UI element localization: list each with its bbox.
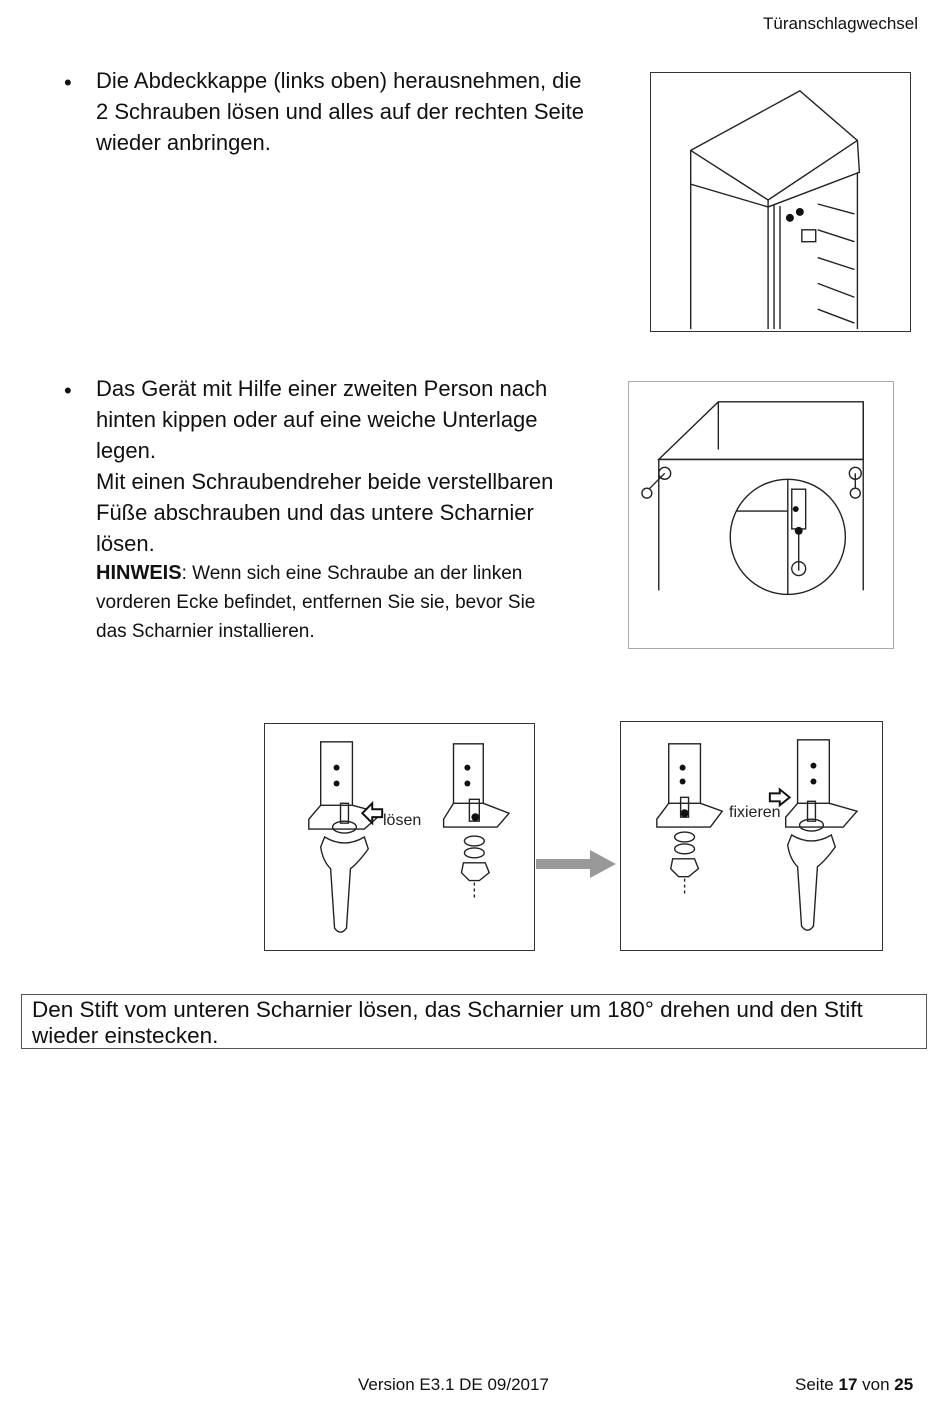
text-line: hinten kippen oder auf eine weiche Unterlage — [96, 407, 538, 432]
bullet-point: • — [64, 70, 72, 95]
text-line: lösen. — [96, 531, 155, 556]
cabinet-top-drawing — [651, 73, 910, 331]
note-line: vorderen Ecke befindet, entfernen Sie sie, bevor Sie — [96, 592, 536, 613]
note-colon: : — [181, 563, 187, 584]
fix-label: fixieren — [729, 804, 781, 821]
footer-page-number — [795, 1375, 913, 1395]
text-line: wieder anbringen. — [96, 130, 271, 155]
text-line: Mit einen Schraubendreher beide verstellbaren — [96, 469, 554, 494]
note-line: das Scharnier installieren. — [96, 621, 315, 642]
page-total: 25 — [894, 1375, 914, 1394]
footer-version: Version E3.1 DE 09/2017 — [358, 1375, 549, 1394]
page-header-title: Türanschlagwechsel — [763, 14, 918, 33]
tilted-cabinet-illustration — [628, 381, 894, 649]
cabinet-top-illustration — [650, 72, 911, 332]
hinge-fix-drawing — [621, 722, 882, 950]
note-block — [96, 559, 553, 646]
text-line: Die Abdeckkappe (links oben) herausnehmen, die — [96, 68, 582, 93]
page-of: von — [862, 1375, 890, 1394]
note-label: HINWEIS — [96, 562, 182, 584]
text-line: Füße abschrauben und das untere Scharnier — [96, 500, 534, 525]
step1-text — [96, 65, 584, 158]
note-line: Wenn sich eine Schraube an der linken — [186, 563, 523, 584]
arrow-right-icon — [536, 848, 618, 880]
text-line: Das Gerät mit Hilfe einer zweiten Person nach — [96, 376, 548, 401]
loosen-label: lösen — [383, 812, 422, 829]
page-word: Seite — [795, 1375, 834, 1394]
hinge-fix-illustration — [620, 721, 883, 951]
tilted-cabinet-drawing — [629, 382, 893, 648]
hinge-loosen-drawing — [265, 724, 534, 950]
callout-text: Den Stift vom unteren Scharnier lösen, das Scharnier um 180° drehen und den Stift wieder einstecken. — [32, 997, 863, 1048]
text-line: legen. — [96, 438, 156, 463]
callout-box — [21, 994, 927, 1049]
page-current: 17 — [838, 1375, 858, 1394]
text-line: 2 Schrauben lösen und alles auf der rechten Seite — [96, 99, 584, 124]
hinge-loosen-illustration — [264, 723, 535, 951]
bullet-point: • — [64, 378, 72, 403]
step2-text — [96, 373, 553, 646]
